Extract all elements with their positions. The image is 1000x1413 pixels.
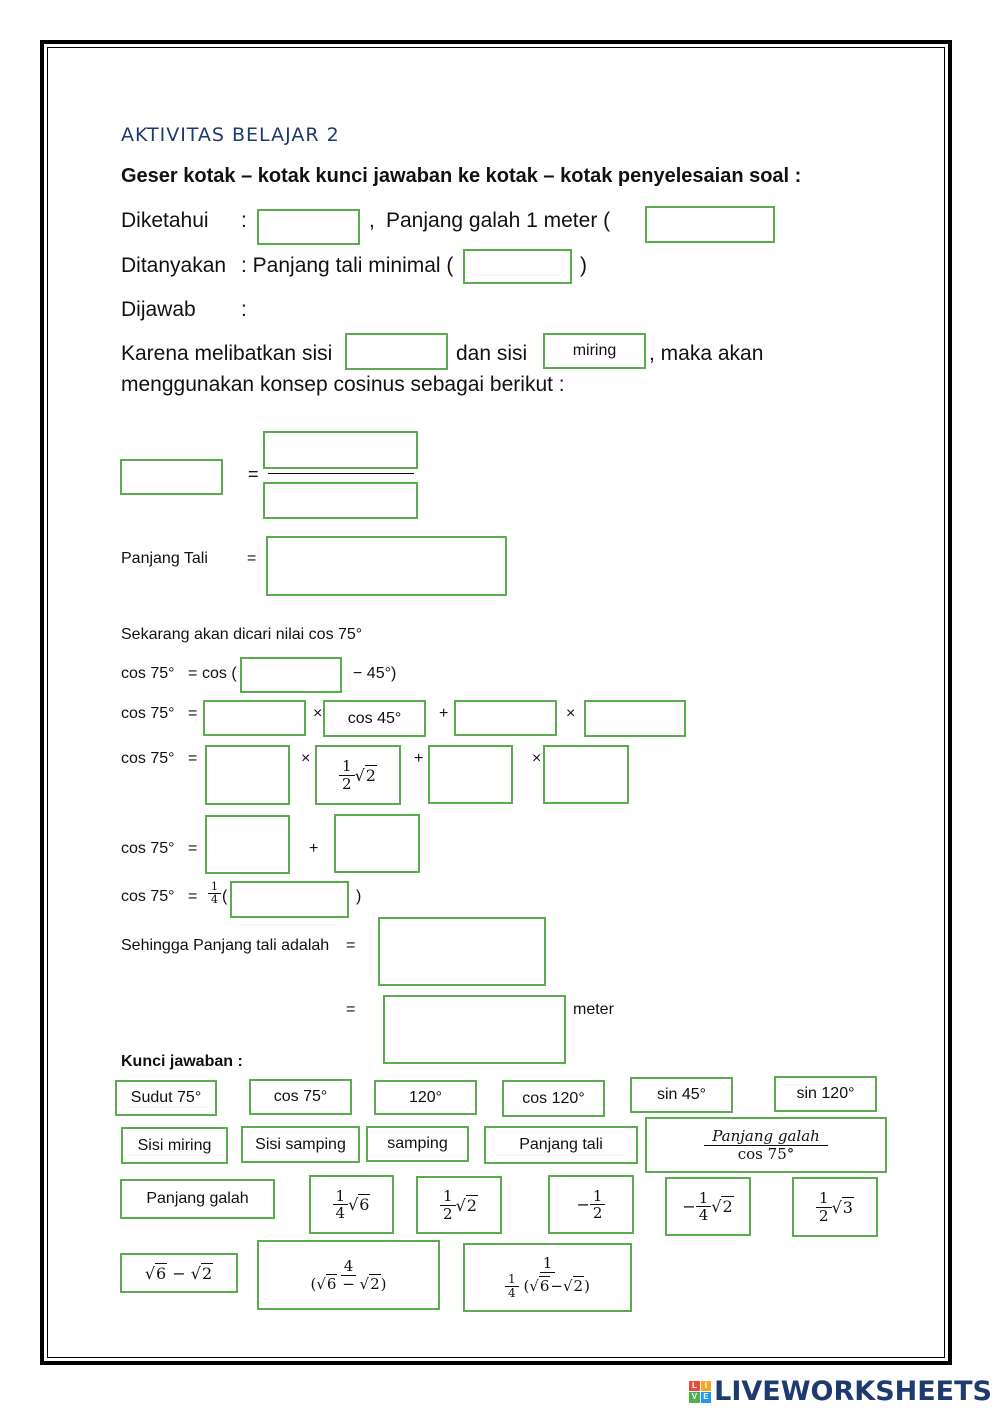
key-sudut-75[interactable]: Sudut 75° bbox=[115, 1080, 217, 1116]
drop-box-numerator[interactable] bbox=[263, 431, 418, 469]
drop-box-l3-c[interactable] bbox=[543, 745, 629, 804]
cos-line2-lhs: cos 75° bbox=[121, 705, 175, 722]
drop-box-rope-formula[interactable] bbox=[266, 536, 507, 596]
key-neg-half[interactable]: − $\frac{1}{2}$ bbox=[548, 1175, 634, 1234]
key-half-root3[interactable]: $\frac{1}{2}$ √3 bbox=[792, 1177, 878, 1237]
drop-box-asked[interactable] bbox=[463, 249, 572, 284]
rope-label: Panjang Tali bbox=[121, 550, 208, 567]
drop-box-l2-c[interactable] bbox=[584, 700, 686, 737]
key-sisi-samping[interactable]: Sisi samping bbox=[241, 1126, 360, 1163]
drop-box-result-2[interactable] bbox=[383, 995, 566, 1064]
cos-line1-minus45: − 45°) bbox=[353, 665, 397, 682]
cos-line5-open: ( bbox=[222, 888, 228, 905]
cos45-box: cos 45° bbox=[323, 700, 426, 737]
key-half-root2[interactable]: $\frac{1}{2}$ √2 bbox=[416, 1176, 502, 1234]
key-panjang-galah[interactable]: Panjang galah bbox=[120, 1179, 275, 1219]
answered-label: Dijawab bbox=[121, 298, 196, 321]
key-sisi-miring[interactable]: Sisi miring bbox=[121, 1127, 228, 1164]
now-text: Sekarang akan dicari nilai cos 75° bbox=[121, 626, 363, 643]
activity-heading: AKTIVITAS BELAJAR 2 bbox=[121, 124, 340, 146]
drop-box-l5[interactable] bbox=[230, 881, 349, 918]
drop-box-pole[interactable] bbox=[645, 206, 775, 243]
cos-line2-plus: + bbox=[439, 705, 449, 722]
drop-box-l4-a[interactable] bbox=[205, 815, 290, 874]
answered-colon: : bbox=[241, 298, 247, 321]
side-miring-box: miring bbox=[543, 333, 646, 369]
cos-line1-lhs: cos 75° bbox=[121, 665, 175, 682]
drop-box-l2-a[interactable] bbox=[203, 700, 306, 736]
drop-box-l3-a[interactable] bbox=[205, 745, 290, 805]
cos-line5-close: ) bbox=[356, 888, 362, 905]
key-quarter-root6[interactable]: $\frac{1}{4}$ √6 bbox=[309, 1175, 394, 1234]
cos-line1-open: cos ( bbox=[202, 665, 237, 682]
cos-line2-eq: = bbox=[188, 705, 198, 722]
ratio-equals: = bbox=[248, 464, 259, 484]
key-cos-75[interactable]: cos 75° bbox=[249, 1079, 352, 1115]
drop-box-l3-b[interactable] bbox=[428, 745, 513, 804]
key-four-over-diff[interactable]: $\frac{4}{(√6 - √2)}$ bbox=[257, 1240, 440, 1310]
answer-key-title: Kunci jawaban : bbox=[121, 1053, 243, 1070]
because-line-2: menggunakan konsep cosinus sebagai berikut : bbox=[121, 373, 565, 396]
quarter-fraction: $\frac{1}{4}$ bbox=[208, 881, 221, 906]
drop-box-known[interactable] bbox=[257, 209, 360, 245]
drop-box-result-1[interactable] bbox=[378, 917, 546, 986]
key-neg-quarter-root2[interactable]: − $\frac{1}{4}$ √2 bbox=[665, 1177, 751, 1236]
known-text: Panjang galah 1 meter ( bbox=[386, 209, 611, 232]
cos-line5-lhs: cos 75° bbox=[121, 888, 175, 905]
drop-box-angle[interactable] bbox=[240, 657, 342, 693]
drop-box-l2-b[interactable] bbox=[454, 700, 557, 736]
meter-label: meter bbox=[573, 1001, 614, 1018]
key-one-over-quarter-diff[interactable]: 1 $\frac{1}{4}$ ( √6 − √2 ) bbox=[463, 1243, 632, 1312]
key-samping[interactable]: samping bbox=[366, 1126, 469, 1162]
known-comma: , bbox=[369, 209, 375, 232]
cos-line3-times-2: × bbox=[532, 750, 542, 767]
key-galah-over-cos75[interactable]: $\frac{\text{Panjang galah}}{\cos 75^\circ}$ bbox=[645, 1117, 887, 1173]
liveworksheets-logo bbox=[689, 1376, 992, 1407]
cos-line4-plus: + bbox=[309, 840, 319, 857]
cos-line1-eq: = bbox=[188, 665, 198, 682]
cos-line3-lhs: cos 75° bbox=[121, 750, 175, 767]
instruction-text: Geser kotak – kotak kunci jawaban ke kotak – kotak penyelesaian soal : bbox=[121, 165, 802, 187]
key-sin-120[interactable]: sin 120° bbox=[774, 1076, 877, 1112]
thus-equals-1: = bbox=[346, 937, 356, 954]
key-panjang-tali[interactable]: Panjang tali bbox=[484, 1126, 638, 1164]
key-sin-45[interactable]: sin 45° bbox=[630, 1077, 733, 1113]
drop-box-ratio-lhs[interactable] bbox=[120, 459, 223, 495]
cos-line3-eq: = bbox=[188, 750, 198, 767]
because-text-1: Karena melibatkan sisi bbox=[121, 342, 333, 365]
brand-name: LIVEWORKSHEETS bbox=[714, 1376, 992, 1407]
known-label: Diketahui bbox=[121, 209, 209, 232]
cos-line3-times-1: × bbox=[301, 750, 311, 767]
key-120[interactable]: 120° bbox=[374, 1080, 477, 1115]
drop-box-l4-b[interactable] bbox=[334, 814, 420, 873]
asked-text: : Panjang tali minimal ( bbox=[241, 254, 454, 277]
drop-box-denominator[interactable] bbox=[263, 482, 418, 519]
half-root2-box: $\frac{1}{2}$ √2 bbox=[315, 745, 401, 805]
key-root6-minus-root2[interactable]: √6 − √2 bbox=[120, 1253, 238, 1293]
drop-box-side[interactable] bbox=[345, 333, 448, 370]
because-text-3: , maka akan bbox=[649, 342, 764, 365]
asked-close: ) bbox=[580, 254, 587, 277]
cos-line2-times-1: × bbox=[313, 705, 323, 722]
thus-equals-2: = bbox=[346, 1001, 356, 1018]
asked-label: Ditanyakan bbox=[121, 254, 227, 277]
cos-line3-plus: + bbox=[414, 750, 424, 767]
cos-line4-eq: = bbox=[188, 840, 198, 857]
rope-equals: = bbox=[247, 550, 257, 567]
liveworksheets-icon: L I V E bbox=[689, 1381, 711, 1403]
thus-label: Sehingga Panjang tali adalah bbox=[121, 937, 330, 954]
cos-line2-times-2: × bbox=[566, 705, 576, 722]
fraction-line bbox=[268, 473, 414, 474]
because-text-2: dan sisi bbox=[456, 342, 528, 365]
key-cos-120[interactable]: cos 120° bbox=[502, 1080, 605, 1117]
cos-line4-lhs: cos 75° bbox=[121, 840, 175, 857]
cos-line5-eq: = bbox=[188, 888, 198, 905]
known-colon: : bbox=[241, 209, 247, 232]
